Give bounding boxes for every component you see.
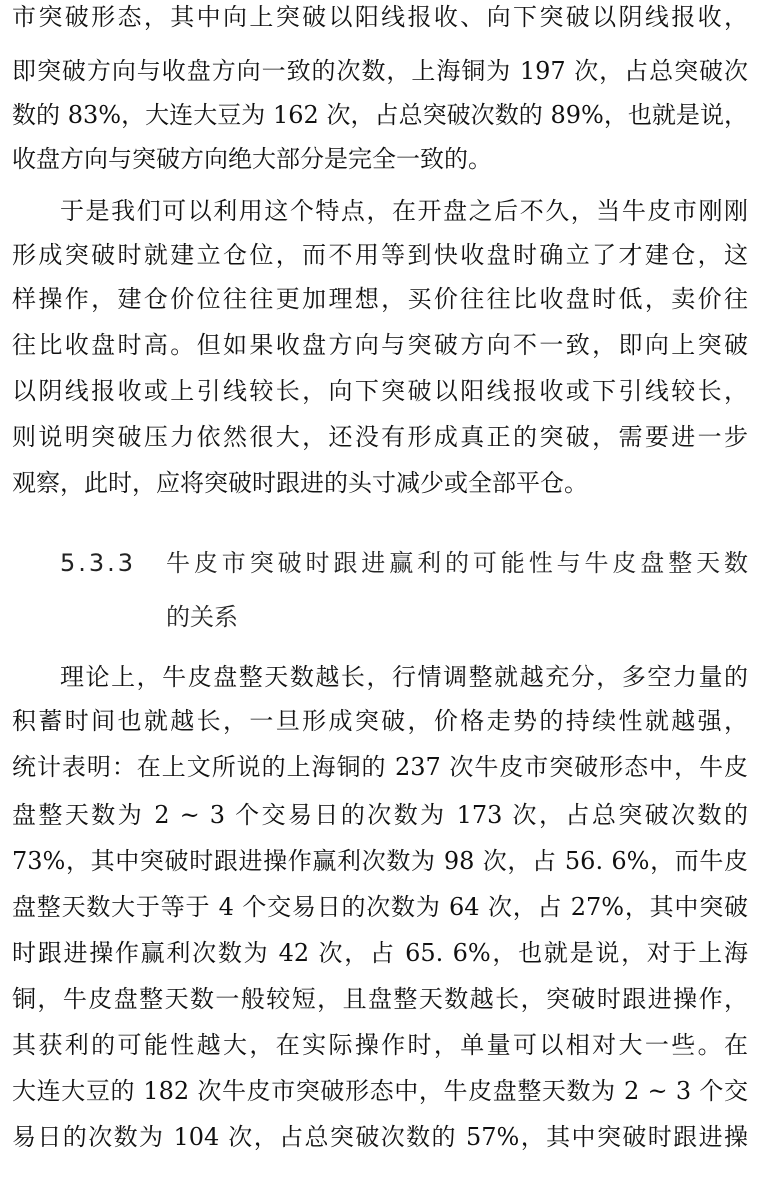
paragraph-1-line-4: 收盘方向与突破方向绝大部分是完全一致的。 — [12, 145, 492, 173]
paragraph-3-line-6: 盘整天数大于等于 4 个交易日的次数为 64 次，占 27%，其中突破 — [12, 893, 748, 921]
paragraph-2-line-2: 形成突破时就建立仓位，而不用等到快收盘时确立了才建仓，这 — [12, 241, 748, 269]
paragraph-1-line-2: 即突破方向与收盘方向一致的次数，上海铜为 197 次，占总突破次 — [12, 57, 748, 85]
paragraph-2-line-6: 则说明突破压力依然很大，还没有形成真正的突破，需要进一步 — [12, 423, 748, 451]
paragraph-2-line-5: 以阴线报收或上引线较长，向下突破以阳线报收或下引线较长， — [12, 377, 748, 405]
paragraph-3-line-9: 其获利的可能性越大，在实际操作时，单量可以相对大一些。在 — [12, 1031, 748, 1059]
paragraph-3-line-5: 73%，其中突破时跟进操作赢利次数为 98 次，占 56. 6%，而牛皮 — [12, 847, 748, 875]
paragraph-3-line-1: 理论上，牛皮盘整天数越长，行情调整就越充分，多空力量的 — [60, 663, 748, 691]
paragraph-3-line-8: 铜，牛皮盘整天数一般较短，且盘整天数越长，突破时跟进操作， — [12, 985, 748, 1013]
section-title-line-2: 的关系 — [166, 603, 238, 631]
paragraph-1-line-3: 数的 83%，大连大豆为 162 次，占总突破次数的 89%，也就是说， — [12, 101, 748, 129]
paragraph-2-line-7: 观察，此时，应将突破时跟进的头寸减少或全部平仓。 — [12, 469, 588, 497]
paragraph-1-line-1: 市突破形态，其中向上突破以阳线报收、向下突破以阴线报收， — [12, 3, 748, 31]
paragraph-3-line-11: 易日的次数为 104 次，占总突破次数的 57%，其中突破时跟进操 — [12, 1123, 748, 1151]
paragraph-3-line-2: 积蓄时间也就越长，一旦形成突破，价格走势的持续性就越强， — [12, 707, 748, 735]
paragraph-3-line-3: 统计表明：在上文所说的上海铜的 237 次牛皮市突破形态中，牛皮 — [12, 753, 748, 781]
paragraph-3-line-4: 盘整天数为 2 ~ 3 个交易日的次数为 173 次，占总突破次数的 — [12, 801, 748, 829]
paragraph-2-line-4: 往比收盘时高。但如果收盘方向与突破方向不一致，即向上突破 — [12, 331, 748, 359]
paragraph-2-line-3: 样操作，建仓价位往往更加理想，买价往往比收盘时低，卖价往 — [12, 285, 748, 313]
paragraph-3-line-7: 时跟进操作赢利次数为 42 次，占 65. 6%，也就是说，对于上海 — [12, 939, 748, 967]
paragraph-3-line-10: 大连大豆的 182 次牛皮市突破形态中，牛皮盘整天数为 2 ~ 3 个交 — [12, 1077, 748, 1105]
paragraph-2-line-1: 于是我们可以利用这个特点，在开盘之后不久，当牛皮市刚刚 — [60, 197, 748, 225]
section-title-line-1: 牛皮市突破时跟进赢利的可能性与牛皮盘整天数 — [166, 549, 748, 577]
section-number: 5.3.3 — [60, 549, 137, 577]
